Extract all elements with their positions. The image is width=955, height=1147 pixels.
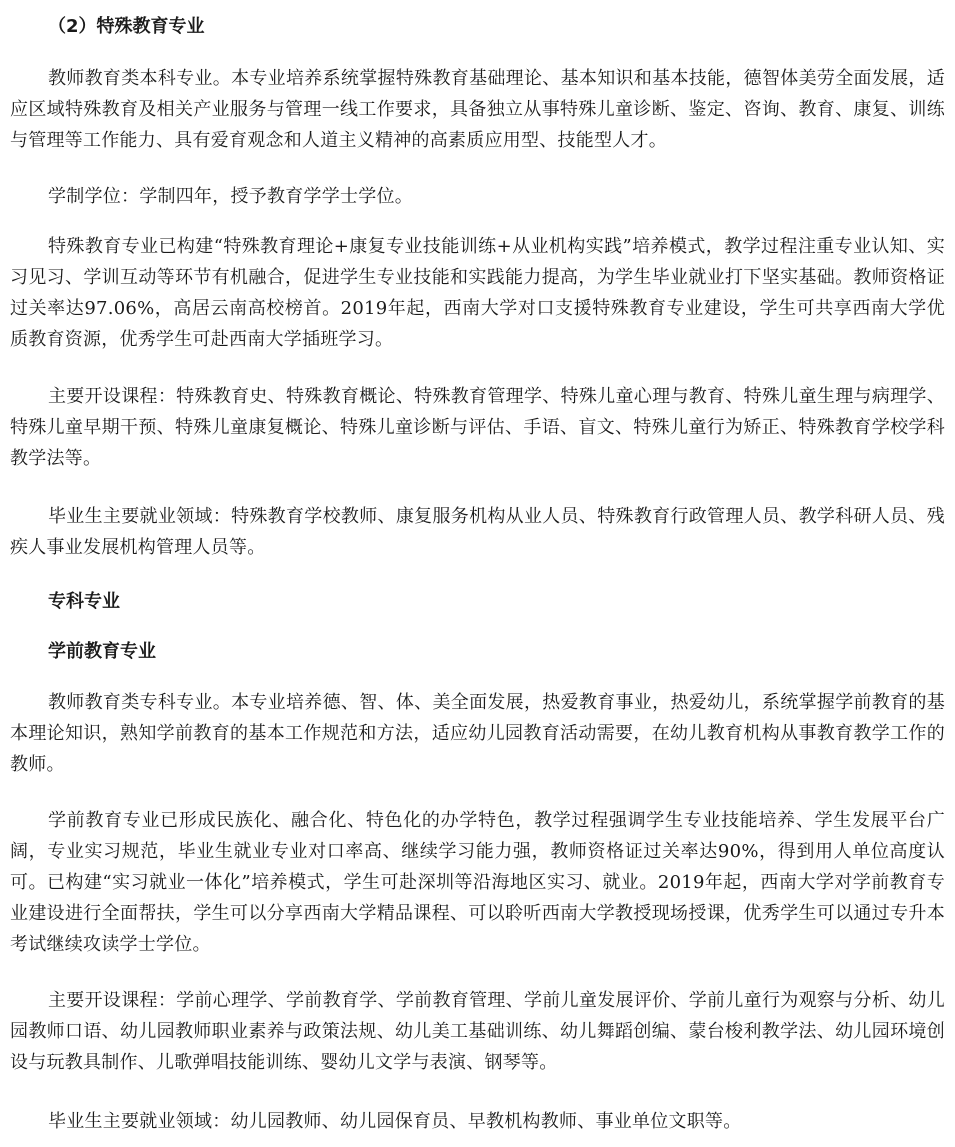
heading-associate-programs: 专科专业 (48, 591, 120, 612)
special-ed-employment-paragraph: 毕业生主要就业领域：特殊教育学校教师、康复服务机构从业人员、特殊教育行政管理人员、教学科研人员、残疾人事业发展机构管理人员等。 (10, 506, 945, 558)
preschool-features-paragraph: 学前教育专业已形成民族化、融合化、特色化的办学特色，教学过程强调学生专业技能培养、学生发展平台广阔，专业实习规范，毕业生就业专业对口率高、继续学习能力强，教师资格证过关率达90%，得到用人单位高度认可。已构建“实习就业一体化”培养模式，学生可赴深圳等沿海地区实习、就业。2019年起，西南大学对学前教育专业建设进行全面帮扶，学生可以分享西南大学精品课程、可以聆听西南大学教授现场授课，优秀学生可以通过专升本考试继续攻读学士学位。 (10, 810, 945, 955)
preschool-intro-paragraph: 教师教育类专科专业。本专业培养德、智、体、美全面发展，热爱教育事业，热爱幼儿，系统掌握学前教育的基本理论知识，熟知学前教育的基本工作规范和方法，适应幼儿园教育活动需要，在幼儿教育机构从事教育教学工作的教师。 (10, 692, 945, 775)
special-ed-training-model-paragraph: 特殊教育专业已构建“特殊教育理论+康复专业技能训练+从业机构实践”培养模式，教学过程注重专业认知、实习见习、学训互动等环节有机融合，促进学生专业技能和实践能力提高，为学生毕业就业打下坚实基础。教师资格证过关率达97.06%，高居云南高校榜首。2019年起，西南大学对口支援特殊教育专业建设，学生可共享西南大学优质教育资源，优秀学生可赴西南大学插班学习。 (10, 236, 945, 350)
special-ed-courses-paragraph: 主要开设课程：特殊教育史、特殊教育概论、特殊教育管理学、特殊儿童心理与教育、特殊儿童生理与病理学、特殊儿童早期干预、特殊儿童康复概论、特殊儿童诊断与评估、手语、盲文、特殊儿童行为矫正、特殊教育学校学科教学法等。 (10, 386, 945, 469)
preschool-employment-paragraph: 毕业生主要就业领域：幼儿园教师、幼儿园保育员、早教机构教师、事业单位文职等。 (48, 1111, 742, 1132)
special-ed-degree-paragraph: 学制学位：学制四年，授予教育学学士学位。 (48, 186, 413, 207)
special-ed-intro-paragraph: 教师教育类本科专业。本专业培养系统掌握特殊教育基础理论、基本知识和基本技能，德智体美劳全面发展，适应区域特殊教育及相关产业服务与管理一线工作要求，具备独立从事特殊儿童诊断、鉴定、咨询、教育、康复、训练与管理等工作能力、具有爱育观念和人道主义精神的高素质应用型、技能型人才。 (10, 68, 945, 151)
heading-preschool-education: 学前教育专业 (48, 641, 156, 662)
preschool-courses-paragraph: 主要开设课程：学前心理学、学前教育学、学前教育管理、学前儿童发展评价、学前儿童行为观察与分析、幼儿园教师口语、幼儿园教师职业素养与政策法规、幼儿美工基础训练、幼儿舞蹈创编、蒙台梭利教学法、幼儿园环境创设与玩教具制作、儿歌弹唱技能训练、婴幼儿文学与表演、钢琴等。 (10, 990, 945, 1073)
heading-special-education: （2）特殊教育专业 (48, 16, 205, 37)
